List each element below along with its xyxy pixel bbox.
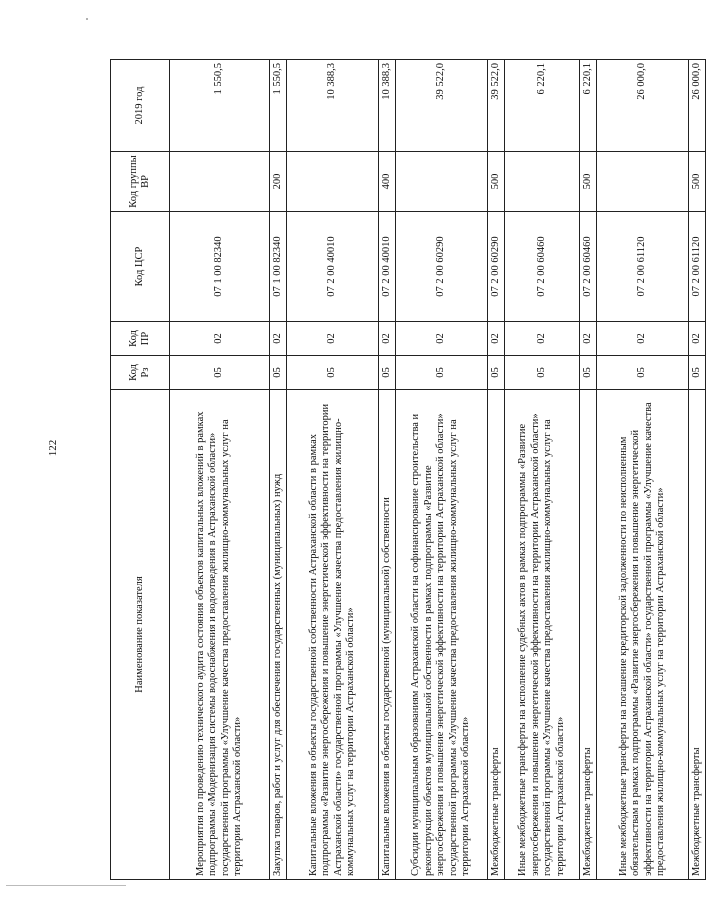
header-vr: Код группы ВР	[111, 152, 170, 212]
row-csr: 07 2 00 60290	[396, 212, 488, 322]
row-pr: 02	[505, 322, 580, 356]
row-csr: 07 1 00 82340	[270, 212, 287, 322]
row-pr: 02	[488, 322, 505, 356]
row-amount: 10 388,3	[287, 60, 379, 152]
page-number: 122	[47, 439, 59, 457]
row-rz: 05	[396, 356, 488, 390]
row-vr: 200	[270, 152, 287, 212]
row-pr: 02	[580, 322, 597, 356]
rotated-table-container	[110, 60, 702, 880]
row-vr: 400	[379, 152, 396, 212]
row-pr: 02	[287, 322, 379, 356]
row-vr: 500	[689, 152, 706, 212]
table-row	[287, 60, 379, 880]
table-row	[505, 60, 580, 880]
table-header-row	[111, 60, 170, 880]
row-name: Субсидии муниципальным образованиям Астраханской области на софинансирование строительства и реконструкции объектов муниципальной собственности в рамках подпрограммы «Развитие энергосбережения и повышение энергетической эффективности на территории Астраханской области» государственной программы «Улучшение качества предоставления жилищно-коммунальных услуг на территории Астраханской области»	[396, 390, 488, 880]
header-csr: Код ЦСР	[111, 212, 170, 322]
row-name: Иные межбюджетные трансферты на погашение кредиторской задолженности по неисполненным обязательствам в рамках подпрограммы «Развитие энергосбережения и повышение энергетической эффективности на территории Астраханской области» государственной программы «Улучшение качества предоставления жилищно-коммунальных услуг на территории Астраханской области»	[597, 390, 689, 880]
row-amount: 39 522,0	[488, 60, 505, 152]
header-pr: Код ПР	[111, 322, 170, 356]
row-csr: 07 2 00 60460	[580, 212, 597, 322]
row-vr	[287, 152, 379, 212]
row-amount: 26 000,0	[689, 60, 706, 152]
row-rz: 05	[379, 356, 396, 390]
budget-table	[110, 59, 706, 880]
row-name: Капитальные вложения в объекты государственной собственности Астраханской области в рамках подпрограммы «Развитие энергосбережения и повышение энергетической эффективности на территории Астраханской области» государственной программы «Улучшение качества предоставления жилищно-коммунальных услуг на территории Астраханской области»	[287, 390, 379, 880]
table-row	[580, 60, 597, 880]
table-row	[488, 60, 505, 880]
row-amount: 26 000,0	[597, 60, 689, 152]
row-amount: 39 522,0	[396, 60, 488, 152]
row-vr: 500	[488, 152, 505, 212]
row-csr: 07 2 00 60460	[505, 212, 580, 322]
row-amount: 1 550,5	[270, 60, 287, 152]
table-row	[170, 60, 270, 880]
row-pr: 02	[689, 322, 706, 356]
row-vr: 500	[580, 152, 597, 212]
row-csr: 07 2 00 40010	[379, 212, 396, 322]
row-name: Закупка товаров, работ и услуг для обеспечения государственных (муниципальных) нужд	[270, 390, 287, 880]
row-rz: 05	[270, 356, 287, 390]
scan-speck	[86, 18, 88, 20]
table-row	[689, 60, 706, 880]
row-pr: 02	[379, 322, 396, 356]
scan-edge-line	[6, 885, 126, 886]
row-name: Мероприятия по проведению технического аудита состояния объектов капитальных вложений в рамках подпрограммы «Модернизация системы водоснабжения и водоотведения в Астраханской области» государственной программы «Улучшение качества предоставления жилищно-коммунальных услуг на территории Астраханской области»	[170, 390, 270, 880]
row-csr: 07 2 00 40010	[287, 212, 379, 322]
row-csr: 07 2 00 60290	[488, 212, 505, 322]
row-pr: 02	[170, 322, 270, 356]
table-row	[396, 60, 488, 880]
header-name: Наименование показателя	[111, 390, 170, 880]
table-row	[597, 60, 689, 880]
header-rz: Код Рз	[111, 356, 170, 390]
row-rz: 05	[580, 356, 597, 390]
row-rz: 05	[488, 356, 505, 390]
row-rz: 05	[689, 356, 706, 390]
row-name: Иные межбюджетные трансферты на исполнение судебных актов в рамках подпрограммы «Развитие энергосбережения и повышение энергетической эффективности на территории Астраханской области» государственной программы «Улучшение качества предоставления жилищно-коммунальных услуг на территории Астраханской области»	[505, 390, 580, 880]
row-name: Капитальные вложения в объекты государственной (муниципальной) собственности	[379, 390, 396, 880]
row-pr: 02	[270, 322, 287, 356]
row-pr: 02	[396, 322, 488, 356]
row-rz: 05	[505, 356, 580, 390]
row-rz: 05	[287, 356, 379, 390]
row-amount: 10 388,3	[379, 60, 396, 152]
row-csr: 07 1 00 82340	[170, 212, 270, 322]
row-vr	[170, 152, 270, 212]
row-amount: 1 550,5	[170, 60, 270, 152]
row-rz: 05	[170, 356, 270, 390]
row-pr: 02	[597, 322, 689, 356]
table-row	[379, 60, 396, 880]
row-amount: 6 220,1	[505, 60, 580, 152]
row-amount: 6 220,1	[580, 60, 597, 152]
row-name: Межбюджетные трансферты	[689, 390, 706, 880]
row-name: Межбюджетные трансферты	[488, 390, 505, 880]
table-row	[270, 60, 287, 880]
row-vr	[597, 152, 689, 212]
row-vr	[505, 152, 580, 212]
row-rz: 05	[597, 356, 689, 390]
row-csr: 07 2 00 61120	[689, 212, 706, 322]
header-year: 2019 год	[111, 60, 170, 152]
row-vr	[396, 152, 488, 212]
row-csr: 07 2 00 61120	[597, 212, 689, 322]
row-name: Межбюджетные трансферты	[580, 390, 597, 880]
